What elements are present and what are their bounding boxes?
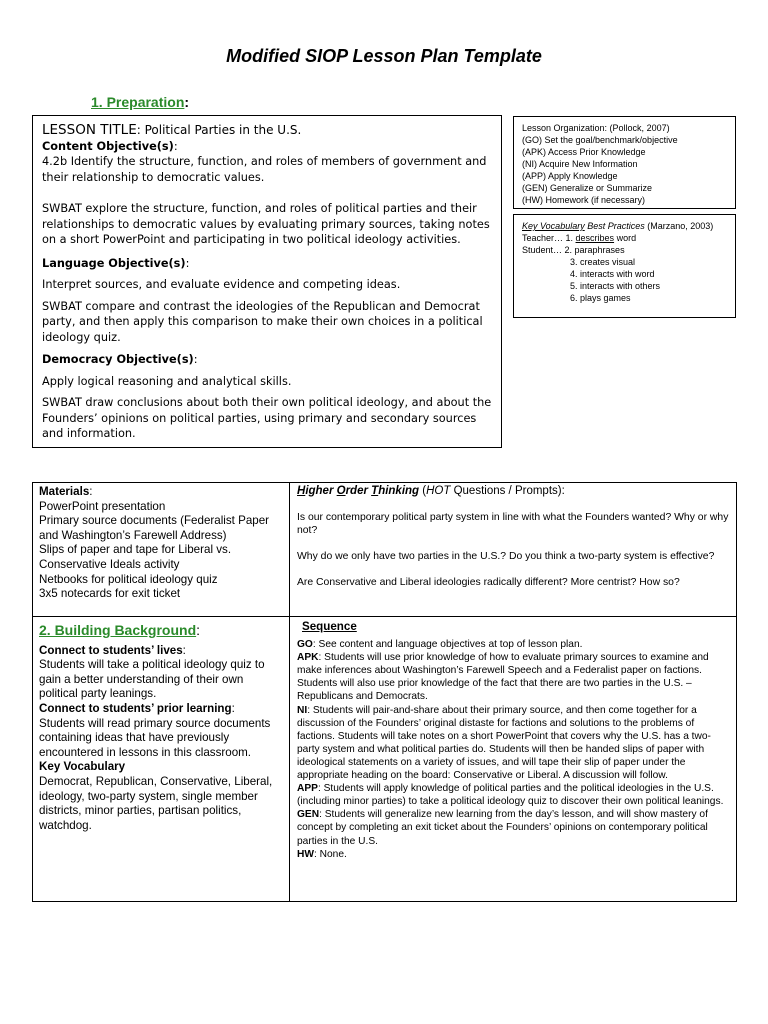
vocab-item: 5. interacts with others xyxy=(570,281,661,291)
vocab-citation: (Marzano, 2003) xyxy=(644,221,714,231)
lesson-title-label: LESSON TITLE xyxy=(42,122,137,138)
org-line: (APP) Apply Knowledge xyxy=(522,171,618,181)
sequence-item xyxy=(297,782,733,808)
sequence-cell xyxy=(297,620,733,861)
building-background-heading-text: 2. Building Background xyxy=(39,622,197,638)
democracy-objective-heading: Democracy Objective(s): xyxy=(42,353,198,366)
vocab-teacher-line xyxy=(522,232,727,244)
building-colon: : xyxy=(196,622,201,638)
democracy-objective-2: SWBAT draw conclusions about both their own political ideology, and about the Founders’ opinions on political parties, using primary and secondary sources and information. xyxy=(42,396,492,440)
language-objective-1: Interpret sources, and evaluate evidence and competing ideas. xyxy=(42,278,401,291)
language-objective-2: SWBAT compare and contrast the ideologies of the Republican and Democrat party, and then apply this comparison to make their own choices in a political ideology quiz. xyxy=(42,299,483,344)
hot-question: Why do we only have two parties in the U.S.? Do you think a two-party system is effective? xyxy=(297,551,715,562)
sequence-item-label: GO xyxy=(297,639,313,651)
vocabulary-practices-box xyxy=(513,214,736,318)
vocab-teacher: Teacher… 1. xyxy=(522,233,576,243)
prior-label: Connect to students’ prior learning xyxy=(39,701,232,715)
org-line: (NI) Acquire New Information xyxy=(522,159,638,169)
content-objective-2: SWBAT explore the structure, function, and roles of political parties and their relationships to democratic values by evaluating primary sources, taking notes on a short PowerPoint and participating in two political ideology activities. xyxy=(42,202,490,246)
materials-item: Netbooks for political ideology quiz xyxy=(39,572,218,586)
materials-heading: Materials: xyxy=(39,485,93,498)
democracy-objective-1: Apply logical reasoning and analytical skills. xyxy=(42,374,292,388)
building-background-heading xyxy=(39,623,285,638)
vocab-item: 4. interacts with word xyxy=(570,269,655,279)
lesson-box xyxy=(32,115,502,448)
sequence-item xyxy=(297,651,733,703)
lives-heading: Connect to students’ lives: xyxy=(39,643,186,657)
org-line: (APK) Access Prior Knowledge xyxy=(522,147,646,157)
sequence-item-label: HW xyxy=(297,848,314,860)
hot-o: O xyxy=(336,485,346,497)
prior-heading: Connect to students’ prior learning: xyxy=(39,701,235,715)
document-title: Modified SIOP Lesson Plan Template xyxy=(226,46,542,66)
sequence-item-text: : Students will pair-and-share about their primary source, and then come together for a discussion of the Founders’ original distaste for factions and solutions to the problems of factions. Students will take notes on a short PowerPoint that covers why the U.S. has a two-party system and what political parties do. Students will then be handed slips of paper with ideological statements on a variety of issues, and will tape their slip of paper under the appropriate heading on the board: Conservative or Liberal. A discussion will follow. xyxy=(297,704,711,782)
preparation-colon: : xyxy=(184,94,190,110)
hot-paren-rest: Questions / Prompts): xyxy=(450,485,565,497)
content-objective-heading: Content Objective(s): xyxy=(42,139,178,153)
sequence-item-text: : See content and language objectives at top of lesson plan. xyxy=(312,639,583,651)
table-divider-horizontal xyxy=(33,616,736,617)
lesson-organization-box xyxy=(513,116,736,209)
hot-abbr: HOT xyxy=(426,485,451,497)
vocab-practices-heading xyxy=(522,220,727,232)
sequence-item-text: : Students will generalize new learning from the day’s lesson, and will show mastery of concept by completing an exit ticket about the Founders’ opinions on contemporary political parties in the U.S. xyxy=(297,809,708,847)
lesson-title-value: : Political Parties in the U.S. xyxy=(136,123,302,137)
preparation-heading xyxy=(91,94,189,110)
vocab-heading-u: Key Vocabulary xyxy=(522,221,585,231)
hot-rder: rder xyxy=(345,485,372,497)
content-objective-label: Content Objective(s) xyxy=(42,139,174,153)
plan-table xyxy=(32,482,737,902)
sequence-item-text: : Students will apply knowledge of political parties and the political ideologies in the U.S. (including minor parties) to take a political ideology quiz to discover their own political leanings. xyxy=(297,783,724,808)
sequence-item-label: NI xyxy=(297,704,308,716)
hot-paren: ( xyxy=(419,485,427,497)
sequence-item-text: : Students will use prior knowledge of how to evaluate primary sources to examine and make inferences about Washington’s Farewell Speech and a Federalist paper on factions. Students will also use prior knowledge of the fact that there are two parties in the U.S. – Republicans and Democrats. xyxy=(297,652,709,703)
materials-item: PowerPoint presentation xyxy=(39,499,166,513)
hot-igher: igher xyxy=(305,485,337,497)
hot-t: T xyxy=(371,485,379,497)
sequence-item-label: APK xyxy=(297,652,319,664)
vocab-student-line: Student… 2. paraphrases xyxy=(522,245,625,255)
sequence-item xyxy=(297,638,733,651)
hot-h: H xyxy=(297,485,306,497)
sequence-item xyxy=(297,848,733,861)
materials-cell xyxy=(39,485,285,602)
hot-hinking: hinking xyxy=(378,485,420,497)
materials-label: Materials xyxy=(39,485,90,498)
vocab-describes: describes xyxy=(575,233,615,243)
key-vocab-label: Key Vocabulary xyxy=(39,760,126,774)
materials-item: 3x5 notecards for exit ticket xyxy=(39,587,181,601)
content-objective-1: 4.2b Identify the structure, function, and roles of members of government and their relationship to democratic values. xyxy=(42,155,487,184)
org-line: Lesson Organization: (Pollock, 2007) xyxy=(522,123,670,133)
language-objective-label: Language Objective(s) xyxy=(42,256,186,270)
org-line: (GEN) Generalize or Summarize xyxy=(522,183,653,193)
lesson-title-line xyxy=(42,123,492,139)
hot-question: Are Conservative and Liberal ideologies radically different? More centrist? How so? xyxy=(297,577,680,588)
key-vocab-text: Democrat, Republican, Conservative, Liberal, ideology, two-party system, single member districts, minor parties, partisan politics, watchdog. xyxy=(39,774,273,832)
org-line: (HW) Homework (if necessary) xyxy=(522,195,646,205)
preparation-heading-text: 1. Preparation xyxy=(91,94,185,110)
vocab-item: 3. creates visual xyxy=(570,257,636,267)
building-background-cell xyxy=(39,623,285,833)
vocab-heading-rest: Best Practices xyxy=(584,221,645,231)
hot-question: Is our contemporary political party system in line with what the Founders wanted? Why or why not? xyxy=(297,512,729,536)
sequence-item-label: APP xyxy=(297,783,318,795)
sequence-item-text: : None. xyxy=(313,848,347,860)
sequence-item xyxy=(297,704,733,783)
democracy-objective-label: Democracy Objective(s) xyxy=(42,353,194,366)
hot-heading xyxy=(297,485,732,498)
language-objective-heading: Language Objective(s): xyxy=(42,256,190,270)
materials-item: Primary source documents (Federalist Paper and Washington’s Farewell Address) xyxy=(39,514,270,542)
sequence-item-label: GEN xyxy=(297,809,320,821)
vocab-word: word xyxy=(614,233,637,243)
hot-questions-cell xyxy=(297,485,732,589)
prior-text: Students will read primary source documents containing ideas that have previously encountered in lessons in this classroom. xyxy=(39,716,271,759)
materials-item: Slips of paper and tape for Liberal vs. Conservative Ideals activity xyxy=(39,543,232,571)
lives-label: Connect to students’ lives xyxy=(39,643,183,657)
sequence-item xyxy=(297,808,733,847)
key-vocab-heading xyxy=(39,760,285,775)
org-line: (GO) Set the goal/benchmark/objective xyxy=(522,135,678,145)
sequence-heading: Sequence xyxy=(302,620,357,633)
lives-text: Students will take a political ideology quiz to gain a better understanding of their own political party leanings. xyxy=(39,658,265,701)
vocab-item: 6. plays games xyxy=(570,293,631,303)
table-divider-vertical xyxy=(289,483,290,901)
